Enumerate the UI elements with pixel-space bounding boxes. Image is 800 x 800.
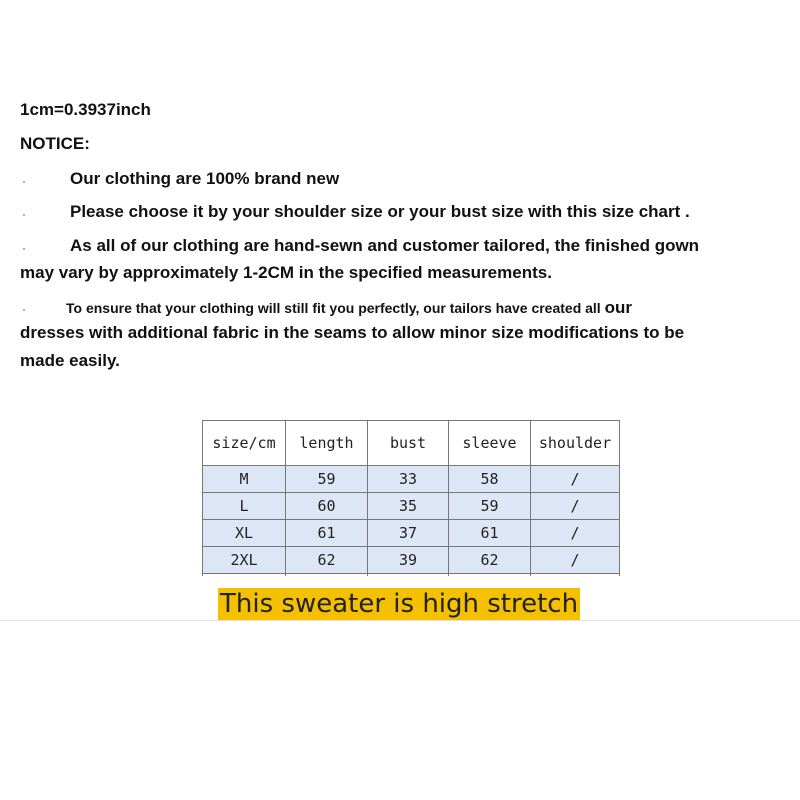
table-row [203,493,620,520]
cell-sleeve: 58 [449,466,531,493]
unit-conversion: 1cm=0.3937inch [20,100,151,119]
header-size: size/cm [203,421,286,466]
cell-size: M [203,466,286,493]
notice-item-4-line-1 [66,298,632,318]
notice-title: NOTICE: [20,134,90,153]
cell-bust: 33 [368,466,449,493]
table-row [203,466,620,493]
cell-shoulder: / [531,520,620,547]
table-row [203,520,620,547]
notice-item-1: Our clothing are 100% brand new [70,169,340,188]
cell-length: 60 [286,493,368,520]
notice-item-4-line-3: made easily. [20,351,120,370]
bullet-1: · [22,174,26,188]
notice-item-2: Please choose it by your shoulder size or your bust size with this size chart . [70,202,690,221]
divider [0,620,800,621]
bullet-2: · [22,207,26,221]
size-chart-table [202,420,620,574]
header-bust: bust [368,421,449,466]
cell-shoulder: / [531,466,620,493]
table-row [203,547,620,574]
cell-length: 59 [286,466,368,493]
notice-item-3-line-2: may vary by approximately 1-2CM in the specified measurements. [20,263,552,282]
cell-shoulder: / [531,547,620,574]
notice-item-3-line-1: As all of our clothing are hand-sewn and customer tailored, the finished gown [70,236,700,255]
cell-length: 62 [286,547,368,574]
stretch-banner: This sweater is high stretch [220,589,579,619]
table-tail-line [619,568,620,576]
header-length: length [286,421,368,466]
notice-item-4-small-text: To ensure that your clothing will still fit you perfectly, our tailors have created all [66,300,601,316]
notice-item-4-big-text: our [604,298,632,317]
header-sleeve: sleeve [449,421,531,466]
cell-length: 61 [286,520,368,547]
cell-size: XL [203,520,286,547]
cell-sleeve: 61 [449,520,531,547]
cell-size: 2XL [203,547,286,574]
bullet-4: · [22,302,26,316]
table-tail-line [530,568,531,576]
bullet-3: · [22,241,26,255]
cell-size: L [203,493,286,520]
cell-bust: 35 [368,493,449,520]
table-tail-line [448,568,449,576]
notice-item-4-line-2: dresses with additional fabric in the seams to allow minor size modifications to be [20,323,685,342]
cell-sleeve: 62 [449,547,531,574]
header-shoulder: shoulder [531,421,620,466]
table-header-row [203,421,620,466]
table-tail-line [285,568,286,576]
cell-shoulder: / [531,493,620,520]
table-tail-line [367,568,368,576]
cell-bust: 39 [368,547,449,574]
cell-bust: 37 [368,520,449,547]
table-tail-line [202,568,203,576]
cell-sleeve: 59 [449,493,531,520]
